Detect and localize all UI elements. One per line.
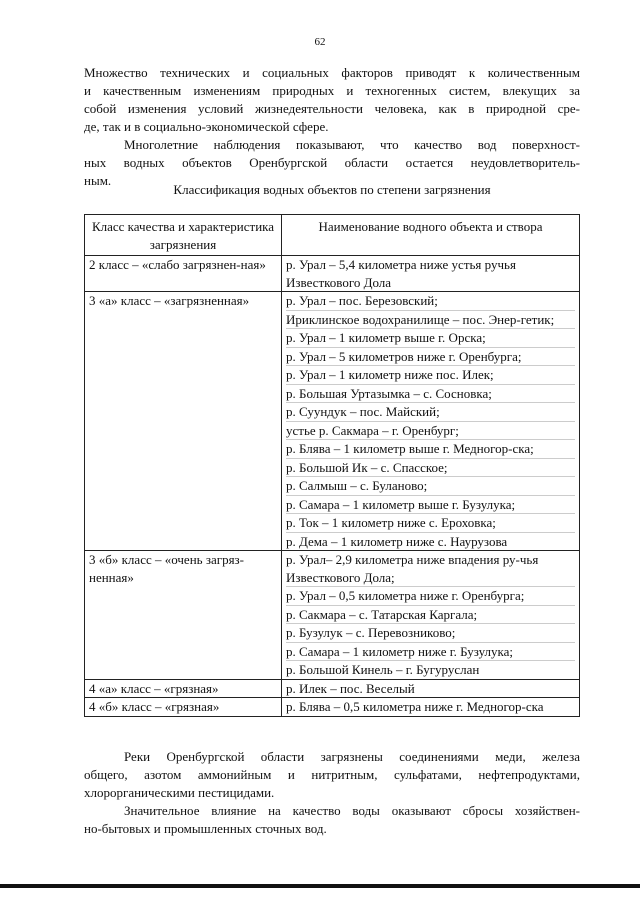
water-object-site: р. Блява – 1 километр выше г. Медногор-ска; — [286, 440, 575, 459]
paragraph-line: собой изменения условий жизнедеятельности человека, как в природной сре- — [84, 101, 580, 116]
page-number: 62 — [314, 36, 326, 48]
water-object-site: р. Бузулук – с. Перевозниково; — [286, 624, 575, 643]
bottom-rule — [0, 884, 640, 888]
column-header-class: Класс качества и характеристика загрязнения — [85, 215, 282, 256]
water-object-site: р. Урал – 1 километр ниже пос. Илек; — [286, 366, 575, 385]
table-row — [85, 256, 580, 292]
table-row — [85, 292, 580, 551]
water-object-site: р. Урал– 2,9 километра ниже впадения ру-чья Известкового Дола; — [286, 551, 575, 587]
quality-class-cell: 2 класс – «слабо загрязнен-ная» — [85, 256, 282, 292]
water-object-site: р. Урал – пос. Березовский; — [286, 292, 575, 311]
water-object-site: р. Урал – 0,5 километра ниже г. Оренбурга; — [286, 587, 575, 606]
paragraph-line: Множество технических и социальных факторов приводят к количественным — [84, 65, 580, 80]
water-object-site: р. Ток – 1 километр ниже с. Ероховка; — [286, 514, 575, 533]
water-object-site: р. Илек – пос. Веселый — [286, 680, 415, 696]
water-object-site: р. Суундук – пос. Майский; — [286, 403, 575, 422]
water-object-site: р. Дема – 1 километр ниже с. Наурузова — [286, 533, 508, 549]
quality-class-cell: 3 «а» класс – «загрязненная» — [85, 292, 282, 551]
paragraph-line: де, так и в социально-экономической сфере. — [84, 119, 329, 134]
paragraph-line: и качественным изменениям природных и техногенных систем, влекущих за — [84, 83, 580, 98]
water-object-site: р. Урал – 5,4 километра ниже устья ручья Известкового Дола — [286, 257, 516, 290]
quality-class-cell: 4 «а» класс – «грязная» — [85, 679, 282, 698]
paragraph-intro — [84, 64, 580, 136]
quality-class-cell: 3 «б» класс – «очень загряз-ненная» — [85, 551, 282, 680]
table-row — [85, 679, 580, 698]
paragraph-line: ных водных объектов Оренбургской области остается неудовлетворитель- — [84, 155, 580, 170]
water-object-site: р. Урал – 1 километр выше г. Орска; — [286, 329, 575, 348]
water-object-site: р. Салмыш – с. Буланово; — [286, 477, 575, 496]
water-object-site: р. Большой Кинель – г. Бугуруслан — [286, 662, 480, 677]
paragraph-discharges — [84, 802, 580, 838]
water-object-site: р. Блява – 0,5 километра ниже г. Медногор-ска — [286, 699, 544, 714]
classification-table — [84, 214, 580, 717]
water-object-site: р. Большой Ик – с. Спасское; — [286, 459, 575, 478]
paragraph-line: Значительное влияние на качество воды оказывают сбросы хозяйствен- — [124, 803, 580, 818]
table-row — [85, 698, 580, 717]
paragraph-line: Реки Оренбургской области загрязнены соединениями меди, железа — [124, 749, 580, 764]
water-object-cell — [282, 679, 580, 698]
table-body — [85, 256, 580, 717]
table-row — [85, 551, 580, 680]
column-header-site: Наименование водного объекта и створа — [282, 215, 580, 256]
water-object-cell — [282, 698, 580, 717]
paragraph-pollutants — [84, 748, 580, 802]
table-header-row — [85, 215, 580, 256]
table-title: Классификация водных объектов по степени загрязнения — [173, 182, 491, 197]
water-object-site: Ириклинское водохранилище – пос. Энер-гетик; — [286, 311, 575, 330]
water-object-site: р. Большая Уртазымка – с. Сосновка; — [286, 385, 575, 404]
water-object-cell — [282, 551, 580, 680]
paragraph-line: хлорорганическими пестицидами. — [84, 785, 275, 800]
paragraph-line: ным. — [84, 173, 112, 188]
water-object-cell — [282, 292, 580, 551]
water-object-site: р. Самара – 1 километр ниже г. Бузулука; — [286, 643, 575, 662]
paragraph-line: Многолетние наблюдения показывают, что качество вод поверхност- — [124, 137, 580, 152]
water-object-cell — [282, 256, 580, 292]
paragraph-line: но-бытовых и промышленных сточных вод. — [84, 821, 327, 836]
paragraph-line: общего, азотом аммонийным и нитритным, сульфатами, нефтепродуктами, — [84, 767, 580, 782]
water-object-site: устье р. Сакмара – г. Оренбург; — [286, 422, 575, 441]
quality-class-cell: 4 «б» класс – «грязная» — [85, 698, 282, 717]
water-object-site: р. Самара – 1 километр выше г. Бузулука; — [286, 496, 575, 515]
water-object-site: р. Сакмара – с. Татарская Каргала; — [286, 606, 575, 625]
water-object-site: р. Урал – 5 километров ниже г. Оренбурга; — [286, 348, 575, 367]
